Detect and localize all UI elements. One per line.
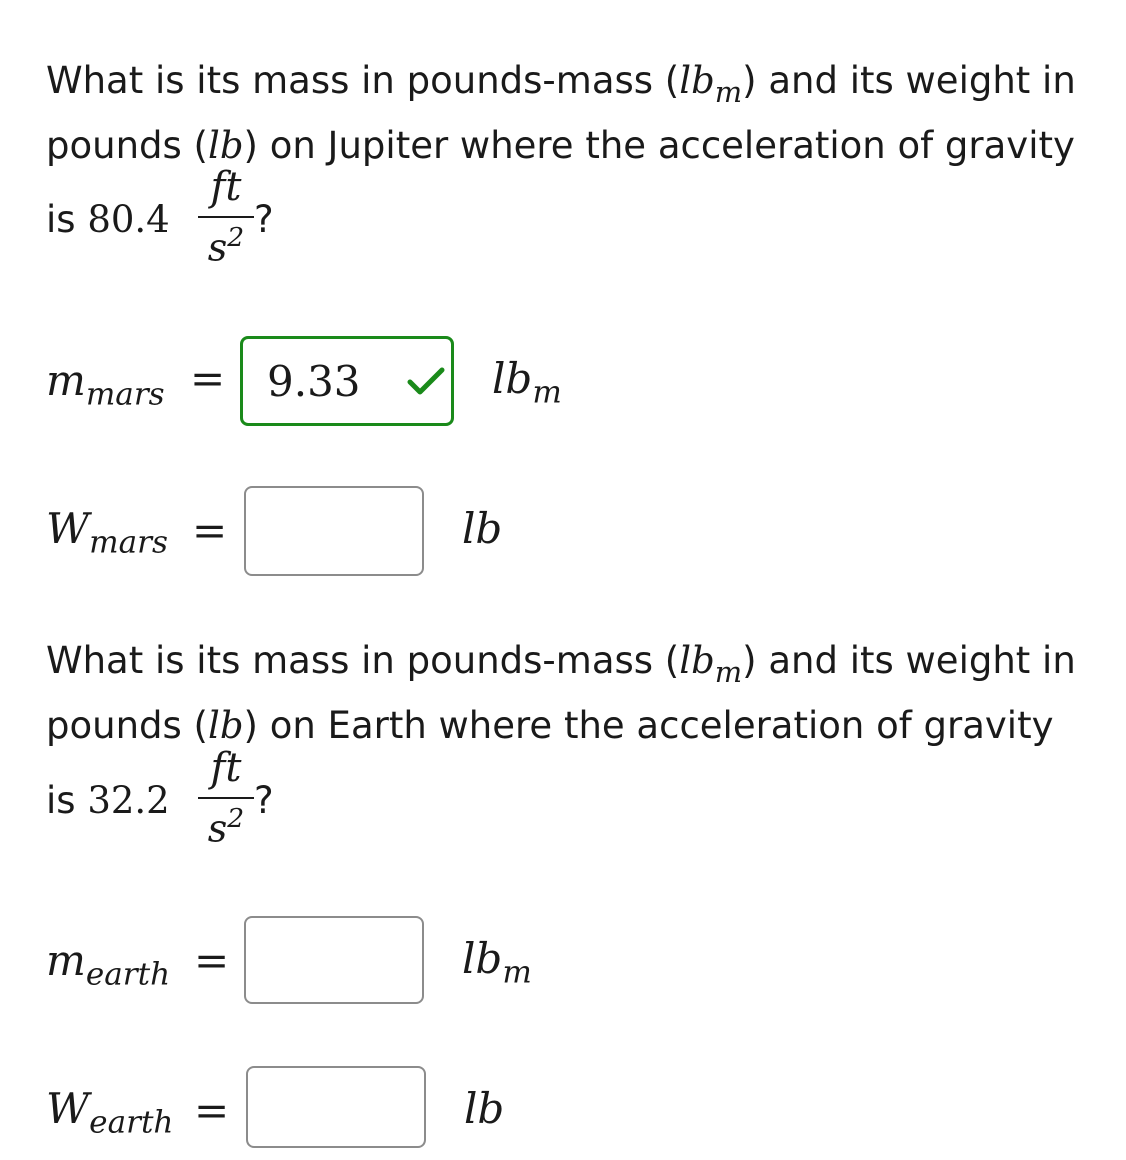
mass-earth-input[interactable] xyxy=(244,916,424,1004)
weight-mars-label: $W_{mars}$ xyxy=(46,504,168,561)
question-earth-line2: pounds (lb) on Earth where the acceleration of gravity xyxy=(46,704,1054,748)
question-earth-line1: What is its mass in pounds-mass $(lb_m)$ and its weight in xyxy=(46,639,1076,690)
unit-lbm-inline: $lb_m$ xyxy=(679,59,743,110)
weight-mars-row: $W_{mars}$ = lb xyxy=(0,480,1126,580)
question-jupiter-text xyxy=(46,54,1126,172)
question-jupiter-line1: What is its mass in pounds-mass $(lb_m)$ and its weight in xyxy=(46,59,1076,110)
mass-mars-label: $m_{mars}$ xyxy=(46,356,165,413)
weight-earth-unit: lb xyxy=(464,1084,505,1133)
question-jupiter-line2: pounds (lb) on Jupiter where the acceleration of gravity xyxy=(46,124,1075,168)
weight-earth-label: $W_{earth}$ xyxy=(46,1084,174,1141)
unit-lb-inline: lb xyxy=(207,704,244,748)
unit-lb-inline: lb xyxy=(207,124,244,168)
gravity-value-jupiter: 80.4 xyxy=(87,198,170,241)
mass-mars-row: $m_{mars}$ = 9.33 $lb_m$ xyxy=(0,330,1126,430)
weight-earth-row: $W_{earth}$ = lb xyxy=(0,1060,1126,1160)
checkmark-icon xyxy=(406,366,446,396)
mass-earth-label: $m_{earth}$ xyxy=(46,936,171,993)
mass-earth-unit: $lb_m$ xyxy=(462,934,532,991)
gravity-value-earth: 32.2 xyxy=(87,779,170,822)
unit-lbm-inline: $lb_m$ xyxy=(679,639,743,690)
weight-earth-input[interactable] xyxy=(246,1066,426,1148)
question-earth-text xyxy=(46,634,1126,752)
mass-earth-row: $m_{earth}$ = $lb_m$ xyxy=(0,910,1126,1010)
fraction-bar xyxy=(198,797,254,799)
mass-mars-unit: $lb_m$ xyxy=(492,354,562,411)
weight-mars-unit: lb xyxy=(462,504,503,553)
fraction-bar xyxy=(198,216,254,218)
weight-mars-input[interactable] xyxy=(244,486,424,576)
